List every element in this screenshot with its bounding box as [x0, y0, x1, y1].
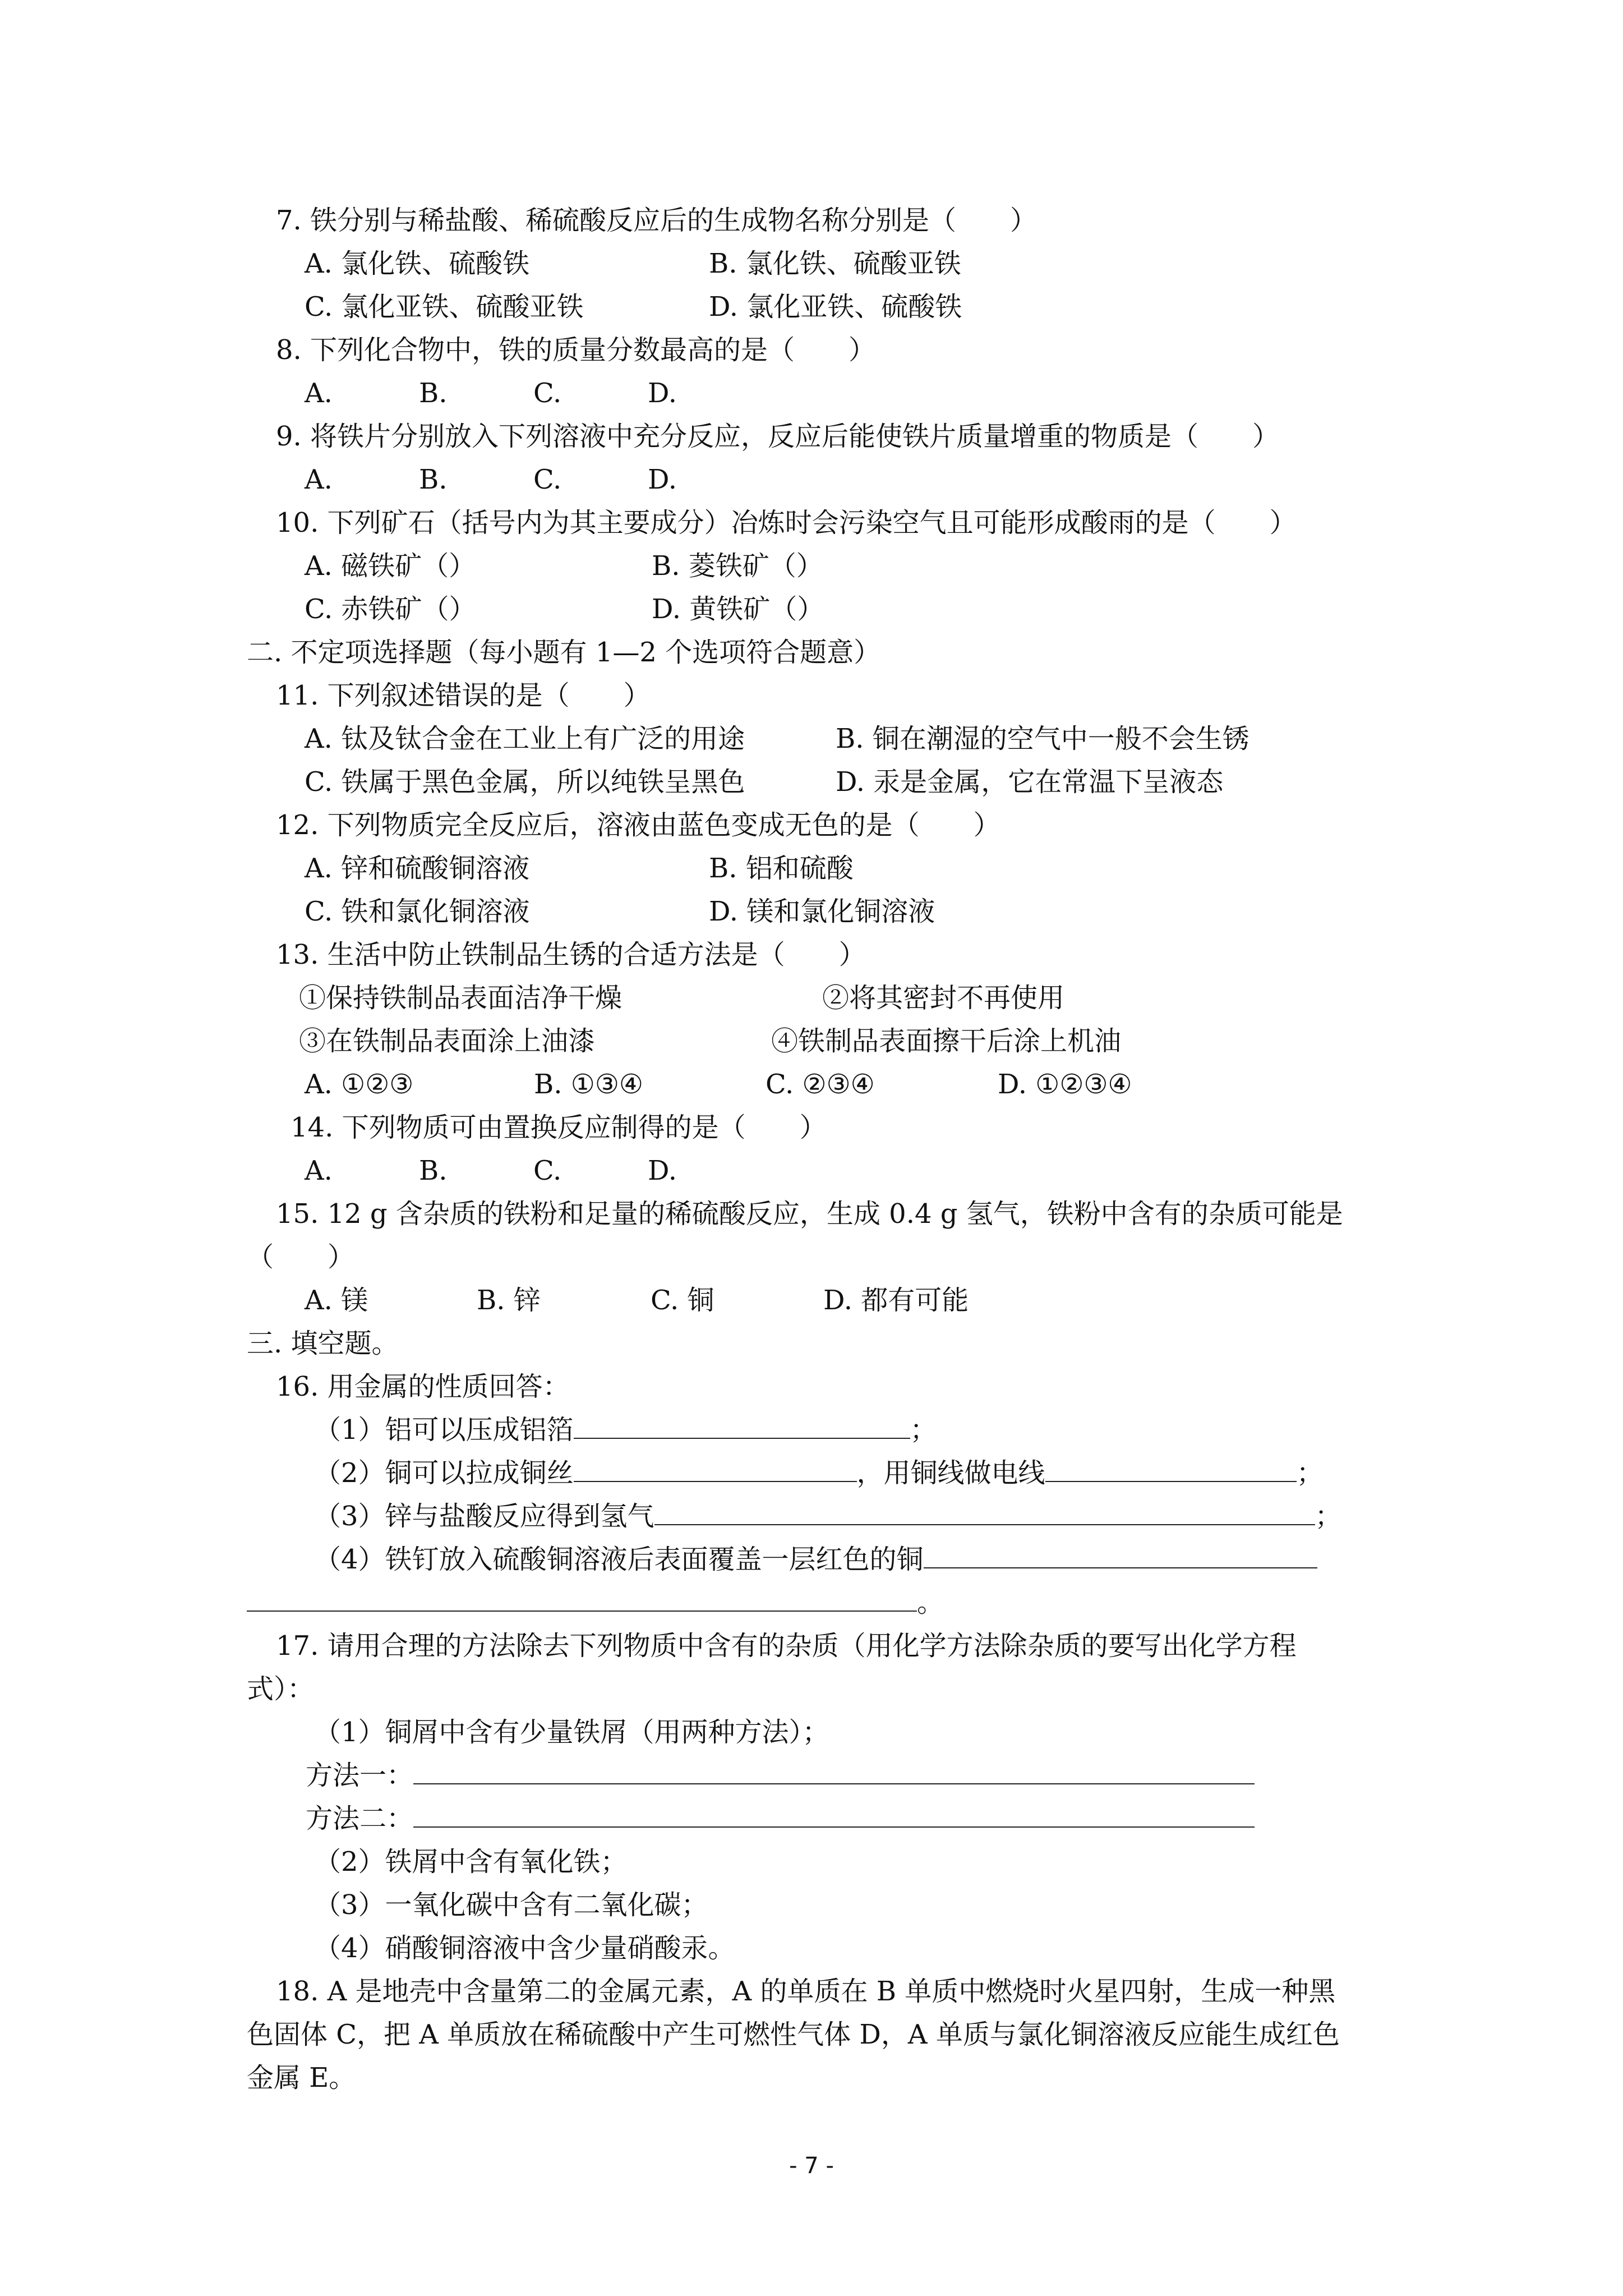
- q11-option-c: C. 铁属于黑色金属，所以纯铁呈黑色: [305, 766, 745, 798]
- section-2-heading: 二. 不定项选择题（每小题有 1—2 个选项符合题意）: [247, 637, 881, 668]
- q17-stem-line-2: 式）：: [247, 1673, 315, 1705]
- q18-line-2: 色固体 C，把 A 单质放在稀硫酸中产生可燃性气体 D，A 单质与氯化铜溶液反应能生成红色: [247, 2019, 1340, 2050]
- q8-option-d: D.: [648, 378, 677, 409]
- q16-part-4-continued: 。: [247, 1586, 944, 1619]
- q9-stem: 9. 将铁片分别放入下列溶液中充分反应，反应后能使铁片质量增重的物质是（ ）: [276, 421, 1280, 452]
- q12-option-d: D. 镁和氯化铜溶液: [709, 896, 935, 927]
- q16-part-3: （3）锌与盐酸反应得到氢气 ；: [314, 1501, 1342, 1532]
- q16-stem: 16. 用金属的性质回答：: [276, 1371, 570, 1402]
- q7-option-b: B. 氯化铁、硫酸亚铁: [709, 248, 961, 279]
- q8-option-a: A.: [305, 378, 333, 409]
- q15-option-d: D. 都有可能: [823, 1285, 969, 1316]
- q18-line-1: 18. A 是地壳中含量第二的金属元素，A 的单质在 B 单质中燃烧时火星四射，生成一种黑: [276, 1976, 1336, 2007]
- q11-option-b: B. 铜在潮湿的空气中一般不会生锈: [836, 723, 1249, 754]
- q15-option-b: B. 锌: [477, 1285, 541, 1316]
- q17-part-4: （4）硝酸铜溶液中含少量硝酸汞。: [314, 1932, 735, 1964]
- q14-option-c: C.: [533, 1155, 562, 1186]
- q17-method-2: 方法二：: [306, 1802, 1255, 1835]
- q16-part-2: （2）铜可以拉成铜丝 ，用铜线做电线 ；: [314, 1457, 1324, 1489]
- q10-option-c: C. 赤铁矿（）: [305, 593, 476, 625]
- q10-option-a: A. 磁铁矿（）: [305, 550, 476, 582]
- q16-blank-2a[interactable]: [574, 1456, 857, 1482]
- q13-option-a: A. ①②③: [305, 1069, 414, 1100]
- q7-option-d: D. 氯化亚铁、硫酸铁: [709, 291, 962, 323]
- q13-option-c: C. ②③④: [766, 1069, 875, 1100]
- q9-option-b: B.: [419, 464, 448, 495]
- q8-stem: 8. 下列化合物中，铁的质量分数最高的是（ ）: [276, 334, 876, 366]
- q17-method-2-blank[interactable]: [413, 1802, 1255, 1828]
- q15-stem: 15. 12 g 含杂质的铁粉和足量的稀硫酸反应，生成 0.4 g 氢气，铁粉中含有的杂质可能是: [276, 1198, 1343, 1230]
- q8-option-c: C.: [533, 378, 562, 409]
- section-3-heading: 三. 填空题。: [247, 1328, 399, 1359]
- q12-option-a: A. 锌和硫酸铜溶液: [305, 853, 530, 884]
- q13-statement-4: ④铁制品表面擦干后涂上机油: [771, 1025, 1122, 1057]
- q13-statement-3: ③在铁制品表面涂上油漆: [299, 1025, 596, 1057]
- q16-part-4: （4）铁钉放入硫酸铜溶液后表面覆盖一层红色的铜: [314, 1543, 1317, 1576]
- q14-option-d: D.: [648, 1155, 677, 1186]
- q17-part-3: （3）一氧化碳中含有二氧化碳；: [314, 1889, 708, 1921]
- q12-option-b: B. 铝和硫酸: [709, 853, 854, 884]
- q17-part-1: （1）铜屑中含有少量铁屑（用两种方法）；: [314, 1717, 829, 1748]
- q15-answer-paren: （ ）: [247, 1241, 355, 1273]
- q9-option-a: A.: [305, 464, 333, 495]
- q9-option-d: D.: [648, 464, 677, 495]
- q9-option-c: C.: [533, 464, 562, 495]
- q7-stem: 7. 铁分别与稀盐酸、稀硫酸反应后的生成物名称分别是（ ）: [276, 205, 1038, 236]
- q18-line-3: 金属 E。: [247, 2062, 356, 2093]
- q7-option-c: C. 氯化亚铁、硫酸亚铁: [305, 291, 584, 323]
- q10-stem: 10. 下列矿石（括号内为其主要成分）冶炼时会污染空气且可能形成酸雨的是（ ）: [276, 507, 1297, 539]
- q13-statement-2: ②将其密封不再使用: [822, 982, 1065, 1014]
- q10-option-b: B. 菱铁矿（）: [652, 550, 823, 582]
- q12-option-c: C. 铁和氯化铜溶液: [305, 896, 530, 927]
- q16-blank-4a[interactable]: [924, 1543, 1317, 1568]
- q16-blank-4b[interactable]: [247, 1586, 917, 1612]
- q7-option-a: A. 氯化铁、硫酸铁: [305, 248, 530, 279]
- q16-part-1: （1）铝可以压成铝箔 ；: [314, 1414, 937, 1446]
- q11-option-d: D. 汞是金属，它在常温下呈液态: [836, 766, 1224, 798]
- q14-option-a: A.: [305, 1155, 333, 1186]
- q14-option-b: B.: [419, 1155, 448, 1186]
- q17-stem-line-1: 17. 请用合理的方法除去下列物质中含有的杂质（用化学方法除杂质的要写出化学方程: [276, 1630, 1297, 1662]
- q17-method-1: 方法一：: [306, 1759, 1255, 1792]
- q16-blank-3[interactable]: [654, 1499, 1315, 1525]
- q14-stem: 14. 下列物质可由置换反应制得的是（ ）: [291, 1112, 827, 1143]
- q15-option-c: C. 铜: [651, 1285, 714, 1316]
- q8-option-b: B.: [419, 378, 448, 409]
- page-number: - 7 -: [789, 2153, 834, 2179]
- q13-option-b: B. ①③④: [534, 1069, 643, 1100]
- q16-blank-1[interactable]: [574, 1413, 910, 1439]
- q11-stem: 11. 下列叙述错误的是（ ）: [276, 680, 651, 711]
- q10-option-d: D. 黄铁矿（）: [652, 593, 824, 625]
- q16-blank-2b[interactable]: [1045, 1456, 1297, 1482]
- q15-option-a: A. 镁: [305, 1285, 368, 1316]
- q13-stem: 13. 生活中防止铁制品生锈的合适方法是（ ）: [276, 939, 866, 970]
- q13-statement-1: ①保持铁制品表面洁净干燥: [299, 982, 623, 1014]
- q13-option-d: D. ①②③④: [998, 1069, 1132, 1100]
- q12-stem: 12. 下列物质完全反应后，溶液由蓝色变成无色的是（ ）: [276, 809, 1000, 841]
- q11-option-a: A. 钛及钛合金在工业上有广泛的用途: [305, 723, 745, 754]
- q17-part-2: （2）铁屑中含有氧化铁；: [314, 1846, 628, 1878]
- q17-method-1-blank[interactable]: [413, 1759, 1255, 1784]
